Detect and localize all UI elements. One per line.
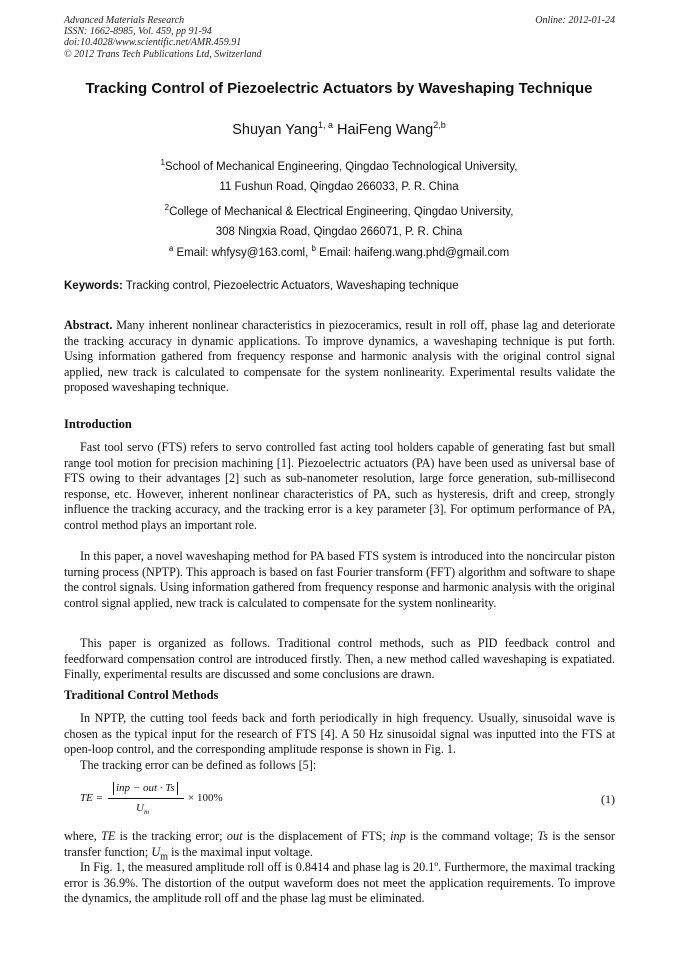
var-te: TE	[101, 829, 116, 843]
journal-copyright: © 2012 Trans Tech Publications Ltd, Switzerland	[64, 48, 262, 60]
where-text-5: is the sensor transfer function;	[64, 829, 615, 859]
email-b: Email: haifeng.wang.phd@gmail.com	[315, 246, 510, 259]
affiliation-2	[40, 203, 638, 218]
abstract-text: Many inherent nonlinear characteristics in piezoceramics, result in roll off, phase lag and deteriorate the tracking accuracy in dynamic applications. To improve dynamics, a waveshaping technique is put forth. Using information gathered from frequency response and harmonic analysis with the original control signal applied, new track is calculated to compensate for the system nonlinearity. Experimental results validate the proposed waveshaping technique.	[64, 318, 615, 395]
equation-factor: × 100%	[188, 792, 223, 804]
email-a-marker: a	[168, 244, 174, 253]
affiliation-2-marker: 2	[164, 203, 170, 212]
keywords-text: Tracking control, Piezoelectric Actuators, Waveshaping technique	[122, 280, 459, 292]
var-out: out	[226, 829, 243, 843]
equation-numerator: inp − out · Ts	[113, 782, 178, 795]
intro-paragraph-3: This paper is organized as follows. Traditional control methods, such as PID feedback control and feedforward compensation control are introduced firstly. Then, a new method called waveshaping is expatiated. Finally, experimental results are discussed and some conclusions are drawn.	[64, 636, 615, 682]
equation-lhs: TE =	[80, 792, 104, 804]
journal-header	[64, 15, 615, 60]
journal-doi: doi:10.4028/www.scientific.net/AMR.459.91	[64, 37, 242, 49]
equation-denominator	[136, 802, 149, 816]
paper-title: Tracking Control of Piezoelectric Actuators by Waveshaping Technique	[85, 80, 593, 97]
traditional-paragraph-2: The tracking error can be defined as follows [5]:	[80, 758, 317, 772]
keywords	[64, 280, 615, 292]
where-text-4: is the command voltage;	[405, 829, 538, 843]
affiliation-2-address: 308 Ningxia Road, Qingdao 266071, P. R. China	[215, 226, 463, 238]
journal-name: Advanced Materials Research	[64, 15, 185, 26]
author-2: HaiFeng Wang	[337, 121, 434, 138]
where-text-1: where,	[64, 829, 102, 843]
fraction-bar	[108, 798, 184, 799]
author-1-marker: 1, a	[317, 120, 333, 130]
var-um-subscript: m	[160, 851, 169, 863]
online-date: Online: 2012-01-24	[535, 15, 615, 26]
var-inp: inp	[390, 829, 406, 843]
denominator-subscript: m	[143, 808, 150, 817]
fig1-paragraph: In Fig. 1, the measured amplitude roll off is 0.8414 and phase lag is 20.1º. Furthermore, the maximal tracking error is 36.9%. The distortion of the output waveform does not meet the application requirements. To improve the dynamics, the amplitude roll off and the phase lag must be eliminated.	[64, 860, 615, 906]
affiliation-1	[40, 158, 638, 173]
var-um: U	[151, 844, 161, 859]
abstract-label: Abstract.	[64, 318, 113, 332]
var-ts: Ts	[537, 829, 548, 843]
section-heading-introduction: Introduction	[64, 417, 132, 431]
equation-number: (1)	[601, 792, 615, 806]
where-text-2: is the tracking error;	[115, 829, 227, 843]
equation-1	[64, 782, 615, 822]
where-text-6: is the maximal input voltage.	[168, 844, 313, 859]
keywords-label: Keywords:	[64, 280, 123, 292]
section-heading-traditional: Traditional Control Methods	[64, 688, 219, 702]
where-text-3: is the displacement of FTS;	[242, 829, 391, 843]
intro-paragraph-1: Fast tool servo (FTS) refers to servo controlled fast acting tool holders capable of generating fast but small range tool motion for precision machining [1]. Piezoelectric actuators (PA) have been used as universal base of FTS owing to their advantages [2] such as sub-nanometer resolution, large force generation, sub-millisecond response, etc. However, inherent nonlinear characteristics of PA, such as hysteresis, drift and creep, strongly influence the tracking accuracy, and the tracking error is a key parameter [3]. For optimum performance of PA, control method plays an important role.	[64, 440, 615, 532]
affiliation-1-marker: 1	[160, 158, 165, 167]
affiliation-2-text: College of Mechanical & Electrical Engineering, Qingdao University,	[169, 205, 514, 218]
abstract	[64, 318, 615, 396]
affiliation-1-text: School of Mechanical Engineering, Qingdao Technological University,	[165, 160, 518, 173]
author-1: Shuyan Yang	[232, 121, 318, 138]
denominator-symbol: U	[136, 802, 144, 814]
email-line	[40, 244, 638, 259]
author-2-marker: 2,b	[433, 120, 446, 130]
email-a: Email: whfysy@163.coml,	[173, 246, 312, 259]
email-b-marker: b	[311, 244, 316, 253]
journal-issn: ISSN: 1662-8985, Vol. 459, pp 91-94	[64, 26, 212, 38]
author-line	[40, 120, 638, 138]
affiliation-1-address: 11 Fushun Road, Qingdao 266033, P. R. China	[219, 181, 459, 193]
traditional-paragraph-1: In NPTP, the cutting tool feeds back and forth periodically in high frequency. Usually, sinusoidal wave is chosen as the typical input for the research of FTS [4]. A 50 Hz sinusoidal signal was inputted into the FTS at open-loop control, and the corresponding amplitude response is shown in Fig. 1.	[64, 711, 615, 757]
intro-paragraph-2: In this paper, a novel waveshaping method for PA based FTS system is introduced into the noncircular piston turning process (NPTP). This approach is based on fast Fourier transform (FFT) algorithm and software to shape the control signals. Using information gathered from frequency response and harmonic analysis with the original control signal applied, new track is calculated to compensate for the system nonlinearity.	[64, 549, 615, 610]
